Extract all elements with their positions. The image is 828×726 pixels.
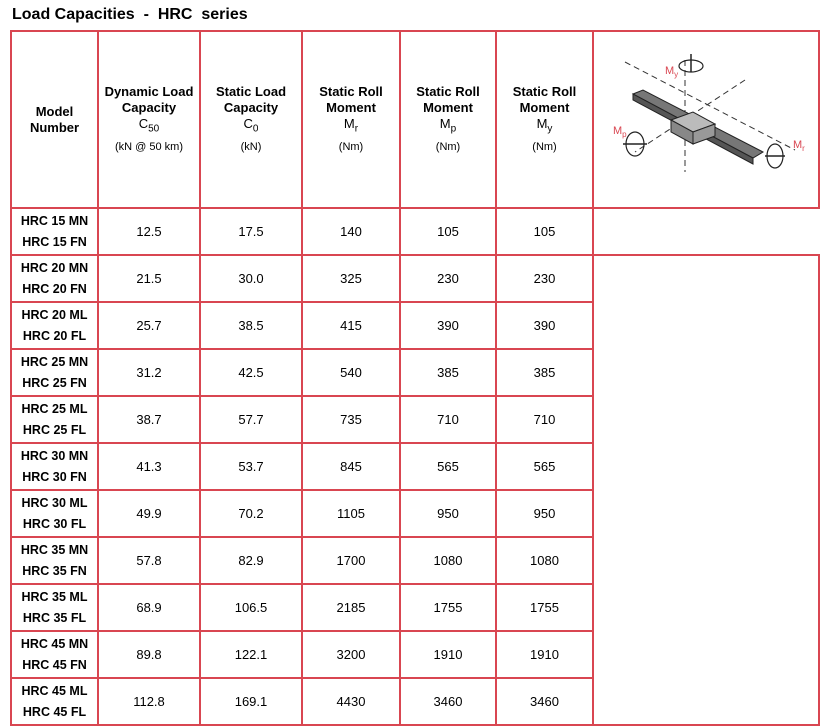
value-c0: 70.2 [200,490,302,537]
value-mp: 1080 [400,537,496,584]
value-my: 390 [496,302,593,349]
model-number: HRC 30 FL [22,516,87,531]
value-c50: 38.7 [98,396,200,443]
header-model: Model Number [11,31,98,208]
model-number-cell [11,678,98,725]
value-my: 230 [496,255,593,302]
value-c50: 49.9 [98,490,200,537]
value-c50: 25.7 [98,302,200,349]
model-number-cell [11,255,98,302]
value-mp: 390 [400,302,496,349]
model-number: HRC 35 FN [22,563,87,578]
value-c50: 89.8 [98,631,200,678]
value-mp: 950 [400,490,496,537]
value-c0: 17.5 [200,208,302,255]
model-number-cell [11,584,98,631]
value-mr: 735 [302,396,400,443]
value-mr: 1105 [302,490,400,537]
model-number-cell [11,631,98,678]
value-c0: 122.1 [200,631,302,678]
value-my: 565 [496,443,593,490]
value-mp: 230 [400,255,496,302]
model-number: HRC 15 MN [20,213,89,228]
value-c0: 53.7 [200,443,302,490]
value-c0: 82.9 [200,537,302,584]
value-c0: 42.5 [200,349,302,396]
empty-panel [593,255,819,725]
header-dynamic-load: Dynamic Load Capacity $C_{50}$ (kN @ 50 km) [98,31,200,208]
value-my: 1755 [496,584,593,631]
value-mr: 4430 [302,678,400,725]
model-number-cell [11,349,98,396]
value-my: 1080 [496,537,593,584]
value-c50: 112.8 [98,678,200,725]
value-my: 950 [496,490,593,537]
header-moment-r: Static Roll Moment $M_r$ (Nm) [302,31,400,208]
moment-diagram [593,31,819,208]
value-mr: 415 [302,302,400,349]
model-number: HRC 25 FN [22,375,87,390]
table-row [11,208,819,255]
header-row [11,31,819,208]
model-number: HRC 45 FN [22,657,87,672]
value-mp: 385 [400,349,496,396]
model-number-cell [11,490,98,537]
value-mr: 325 [302,255,400,302]
value-my: 105 [496,208,593,255]
model-number-cell [11,208,98,255]
model-number: HRC 30 ML [21,495,88,510]
value-c50: 57.8 [98,537,200,584]
model-number: HRC 45 FL [22,704,87,719]
page-title: Load Capacities - HRC series [12,6,248,23]
model-number: HRC 25 MN [20,354,89,369]
model-number-cell [11,396,98,443]
value-my: 3460 [496,678,593,725]
value-mp: 1755 [400,584,496,631]
label-mr: $M_r$ [793,139,805,153]
header-moment-p: Static Roll Moment $M_p$ (Nm) [400,31,496,208]
model-number: HRC 20 FN [22,281,87,296]
table-row [11,255,819,302]
value-mr: 845 [302,443,400,490]
model-number: HRC 35 FL [22,610,87,625]
value-mr: 540 [302,349,400,396]
value-mr: 1700 [302,537,400,584]
model-number: HRC 25 ML [21,401,88,416]
value-mp: 565 [400,443,496,490]
value-mr: 140 [302,208,400,255]
model-number: HRC 20 ML [21,307,88,322]
model-number-cell [11,302,98,349]
value-my: 710 [496,396,593,443]
model-number: HRC 35 MN [20,542,89,557]
value-c50: 21.5 [98,255,200,302]
model-number: HRC 20 MN [20,260,89,275]
model-number: HRC 35 ML [21,589,88,604]
value-mp: 105 [400,208,496,255]
value-mr: 3200 [302,631,400,678]
value-c50: 31.2 [98,349,200,396]
model-number: HRC 30 MN [20,448,89,463]
value-my: 1910 [496,631,593,678]
model-number: HRC 45 ML [21,683,88,698]
value-my: 385 [496,349,593,396]
load-capacity-table [10,30,820,726]
model-number: HRC 25 FL [22,422,87,437]
rail-diagram-image [595,32,817,204]
model-number: HRC 15 FN [22,234,87,249]
label-mp: $M_p$ [613,125,627,139]
value-c0: 57.7 [200,396,302,443]
value-mr: 2185 [302,584,400,631]
value-c0: 38.5 [200,302,302,349]
value-c0: 169.1 [200,678,302,725]
value-mp: 1910 [400,631,496,678]
model-number-cell [11,443,98,490]
header-static-load: Static Load Capacity $C_0$ (kN) [200,31,302,208]
value-c50: 12.5 [98,208,200,255]
value-c0: 30.0 [200,255,302,302]
model-number: HRC 30 FN [22,469,87,484]
value-c50: 41.3 [98,443,200,490]
value-mp: 710 [400,396,496,443]
value-c50: 68.9 [98,584,200,631]
label-my: $M_y$ [665,65,679,79]
model-number: HRC 20 FL [22,328,87,343]
value-mp: 3460 [400,678,496,725]
model-number: HRC 45 MN [20,636,89,651]
model-number-cell [11,537,98,584]
value-c0: 106.5 [200,584,302,631]
header-moment-y: Static Roll Moment $M_y$ (Nm) [496,31,593,208]
